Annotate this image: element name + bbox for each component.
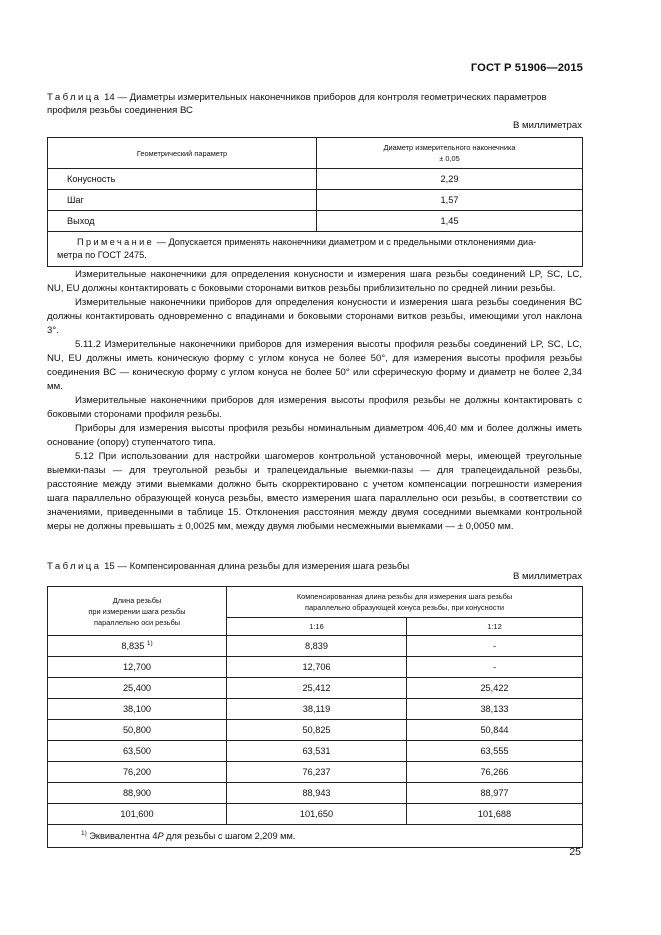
body-text [47,268,582,534]
paragraph: Измерительные наконечники приборов для определения конусности и измерения шага резьбы соединения ВС должны контактировать одновременно с впадинами и боковыми сторонами витков резьбы, имеющими угол наклона 3°. [47,297,582,336]
table15-t16: 88,943 [227,783,407,804]
paragraph: Измерительные наконечники приборов для измерения высоты профиля резьбы не должны контактировать с боковыми сторонами профиля резьбы. [47,395,582,420]
table15-caption-text: 15 — Компенсированная длина резьбы для измерения шага резьбы [101,561,410,572]
table-row [48,678,583,699]
table14-note [48,232,583,267]
table15-len: 63,500 [48,741,227,762]
table-row [48,169,583,190]
table15-footnote [48,825,583,848]
table15-caption [47,560,409,573]
table15-header-row [48,587,583,618]
paragraph: 5.12 При использовании для настройки шагомеров контрольной установочной меры, имеющей треугольные выемки-пазы — для треугольной резьбы и трапецеидальные выемки-пазы — для трапецеидальной резьбы, расстояние между этими выемками должно быть скорректировано с учетом компенсации погрешности измерения шага параллельно образующей конуса резьбы, вместо измерения шага параллельно оси резьбы, в соответствии со значениями, приведенными в таблице 15. Отклонения расстояния между двумя соседними выемками контрольной меры не должны превышать ± 0,0025 мм, между двумя любыми несмежными выемками — ± 0,0050 мм. [47,451,582,532]
table14-note-line2: метра по ГОСТ 2475. [57,250,147,260]
paragraph: Приборы для измерения высоты профиля резьбы номинальным диаметром 406,40 мм и более должны иметь основание (опору) ступенчатого типа. [47,423,582,448]
table14-note-word: Примечание [77,237,155,247]
table14-note-row [48,232,583,267]
table15-len: 12,700 [48,657,227,678]
table15-t12: 76,266 [407,762,583,783]
table14-value: 1,57 [317,190,583,211]
table15-len-value: 8,835 [121,641,145,651]
table15-sub-1-16: 1:16 [227,618,407,636]
table15-len: 101,600 [48,804,227,825]
table-row [48,762,583,783]
table14-param: Выход [48,211,317,232]
table-14 [47,137,583,267]
footnote-symbol: P [157,831,164,841]
table-row [48,720,583,741]
table-row [48,657,583,678]
table15-t16: 63,531 [227,741,407,762]
table-row [48,211,583,232]
table14-col1-header: Геометрический параметр [48,138,317,169]
table15-t12: 38,133 [407,699,583,720]
table14-col2-header-line2: ± 0,05 [439,154,460,163]
table15-len: 50,800 [48,720,227,741]
table15-len: 88,900 [48,783,227,804]
table15-col1-line2: при измерении шага резьбы [88,606,186,616]
table15-t16: 50,825 [227,720,407,741]
table14-note-line1 [57,236,573,249]
table15-t12: - [407,657,583,678]
table15-units: В миллиметрах [512,571,582,582]
table15-sub-1-12: 1:12 [407,618,583,636]
table15-group-header [227,587,583,618]
table-15 [47,586,583,848]
table15-t12: - [407,636,583,657]
table15-len: 25,400 [48,678,227,699]
table14-col2-header-line1: Диаметр измерительного наконечника [383,143,516,152]
table15-len: 38,100 [48,699,227,720]
table14-col2-header [317,138,583,169]
table15-t16: 38,119 [227,699,407,720]
table14-caption-line1 [47,91,582,104]
table14-caption-line2: профиля резьбы соединения ВС [47,105,193,116]
footnote-text-a: Эквивалентна 4 [86,831,158,841]
table15-t12: 88,977 [407,783,583,804]
table15-t12: 50,844 [407,720,583,741]
table14-units: В миллиметрах [512,120,582,131]
table15-t12: 101,688 [407,804,583,825]
table15-t16: 8,839 [227,636,407,657]
table15-t12: 63,555 [407,741,583,762]
table15-len [48,636,227,657]
table-row [48,783,583,804]
table15-t16: 25,412 [227,678,407,699]
page-number: 25 [569,846,581,858]
document-code: ГОСТ Р 51906—2015 [470,62,583,74]
footnote-text-b: для резьбы с шагом 2,209 мм. [163,831,296,841]
table14-header-row [48,138,583,169]
table-row [48,741,583,762]
table14-note-text: — Допускается применять наконечники диаметром и с предельными отклонениями диа- [154,237,537,247]
table15-len: 76,200 [48,762,227,783]
table14-caption-text: 14 — Диаметры измерительных наконечников приборов для контроля геометрических параметров [101,92,547,103]
table15-caption-word: Таблица [47,561,102,572]
table14-caption-word: Таблица [47,92,102,103]
paragraph: Измерительные наконечники для определения конусности и измерения шага резьбы соединений LP, SC, LC, NU, EU должны контактировать с боковыми сторонами витков резьбы приблизительно по средней линии резьбы. [47,269,582,294]
table14-param: Шаг [48,190,317,211]
table15-col1-line3: параллельно оси резьбы [93,617,181,627]
table15-col1-header [48,587,227,636]
table15-t16: 12,706 [227,657,407,678]
table14-caption [47,91,582,117]
table-row [48,699,583,720]
footnote-marker: 1) [146,640,153,647]
paragraph: 5.11.2 Измерительные наконечники приборов для измерения высоты профиля резьбы соединений LP, SC, LC, NU, EU должны иметь коническую форму с углом конуса не более 50°, для измерения высоты профиля резьбы соединения ВС — коническую форму с углом конуса не более 50° или сферическую форму и диаметр не более 2,34 мм. [47,339,582,392]
table15-t16: 101,650 [227,804,407,825]
table15-col1-line1: Длина резьбы [112,595,162,605]
table15-footnote-row [48,825,583,848]
table15-t12: 25,422 [407,678,583,699]
table14-param: Конусность [48,169,317,190]
table14-value: 1,45 [317,211,583,232]
table15-group-line2: параллельно образующей конуса резьбы, при конусности [305,603,504,612]
table-row [48,190,583,211]
table15-t16: 76,237 [227,762,407,783]
table-row [48,804,583,825]
footnote-marker: 1) [81,830,87,837]
table-row [48,636,583,657]
table15-group-line1: Компенсированная длина резьбы для измерения шага резьбы [296,592,513,601]
table14-value: 2,29 [317,169,583,190]
